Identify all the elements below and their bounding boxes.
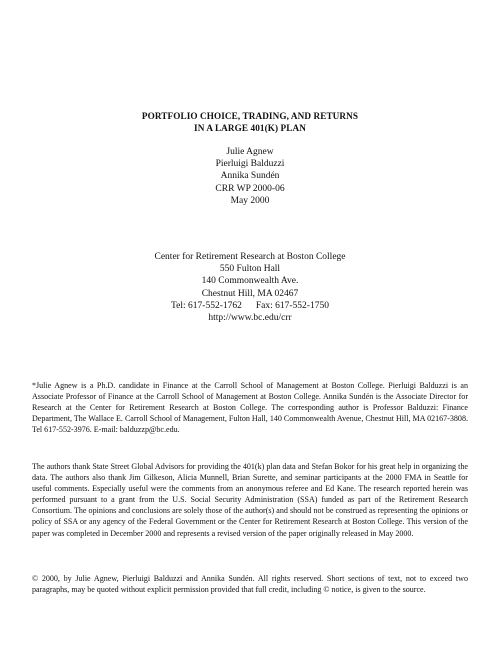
working-paper-date: May 2000 [230, 196, 270, 207]
website-link[interactable]: http://www.bc.edu/crr [208, 313, 292, 324]
address-city: Chestnut Hill, MA 02467 [201, 288, 299, 299]
author-list [0, 146, 500, 183]
title-line-2: IN A LARGE 401(K) PLAN [194, 123, 306, 133]
author-name: Julie Agnew [226, 147, 274, 157]
telephone: Tel: 617-552-1762 [171, 300, 242, 311]
copyright-notice: © 2000, by Julie Agnew, Pierluigi Balduzzi and Annika Sundén. All rights reserved. Short sections of text, not to exceed two paragraphs, may be quoted without explicit permission provided that full credit, including © notice, is given to the source. [32, 574, 468, 595]
author-name: Annika Sundén [220, 171, 280, 182]
fax: Fax: 617-552-1750 [255, 300, 329, 311]
author-name: Pierluigi Balduzzi [215, 159, 285, 170]
institution-name: Center for Retirement Research at Boston College [154, 252, 346, 262]
working-paper-number: CRR WP 2000-06 [215, 184, 285, 194]
institution-block [0, 251, 500, 324]
title-line-1: PORTFOLIO CHOICE, TRADING, AND RETURNS [141, 111, 359, 121]
address-line-2: 140 Commonwealth Ave. [201, 276, 299, 287]
contact-line [0, 300, 500, 312]
acknowledgments: The authors thank State Street Global Advisors for providing the 401(k) plan data and Stefan Bokor for his great help in organizing the data. The authors also thank Jim Gilkeson, Alicia Munnell, Brian Surette, and seminar participants at the 2000 FMA in Seattle for useful comments. Especially useful were the comments from an anonymous referee and Ed Kane. The research reported herein was performed pursuant to a grant from the U.S. Social Security Administration (SSA) funded as part of the Retirement Research Consortium. The opinions and conclusions are solely those of the author(s) and should not be construed as representing the opinions or policy of SSA or any agency of the Federal Government or the Center for Retirement Research at Boston College. This version of the paper was completed in December 2000 and represents a revised version of the paper originally released in May 2000. [32, 462, 468, 538]
author-footnote: *Julie Agnew is a Ph.D. candidate in Finance at the Carroll School of Management at Boston College. Pierluigi Balduzzi is an Associate Professor of Finance at the Carroll School of Management at Boston College. Annika Sundén is the Associate Director for Research at the Center for Retirement Research at Boston College. The corresponding author is Professor Balduzzi: Finance Department, The Wallace E. Carroll School of Management, Fulton Hall, 140 Commonwealth Avenue, Chestnut Hill, MA 02167-3808. Tel 617-552-3976. E-mail: balduzzp@bc.edu. [32, 381, 468, 435]
address-line-1: 550 Fulton Hall [219, 264, 281, 275]
paper-title [0, 110, 500, 134]
working-paper-info [0, 183, 500, 207]
